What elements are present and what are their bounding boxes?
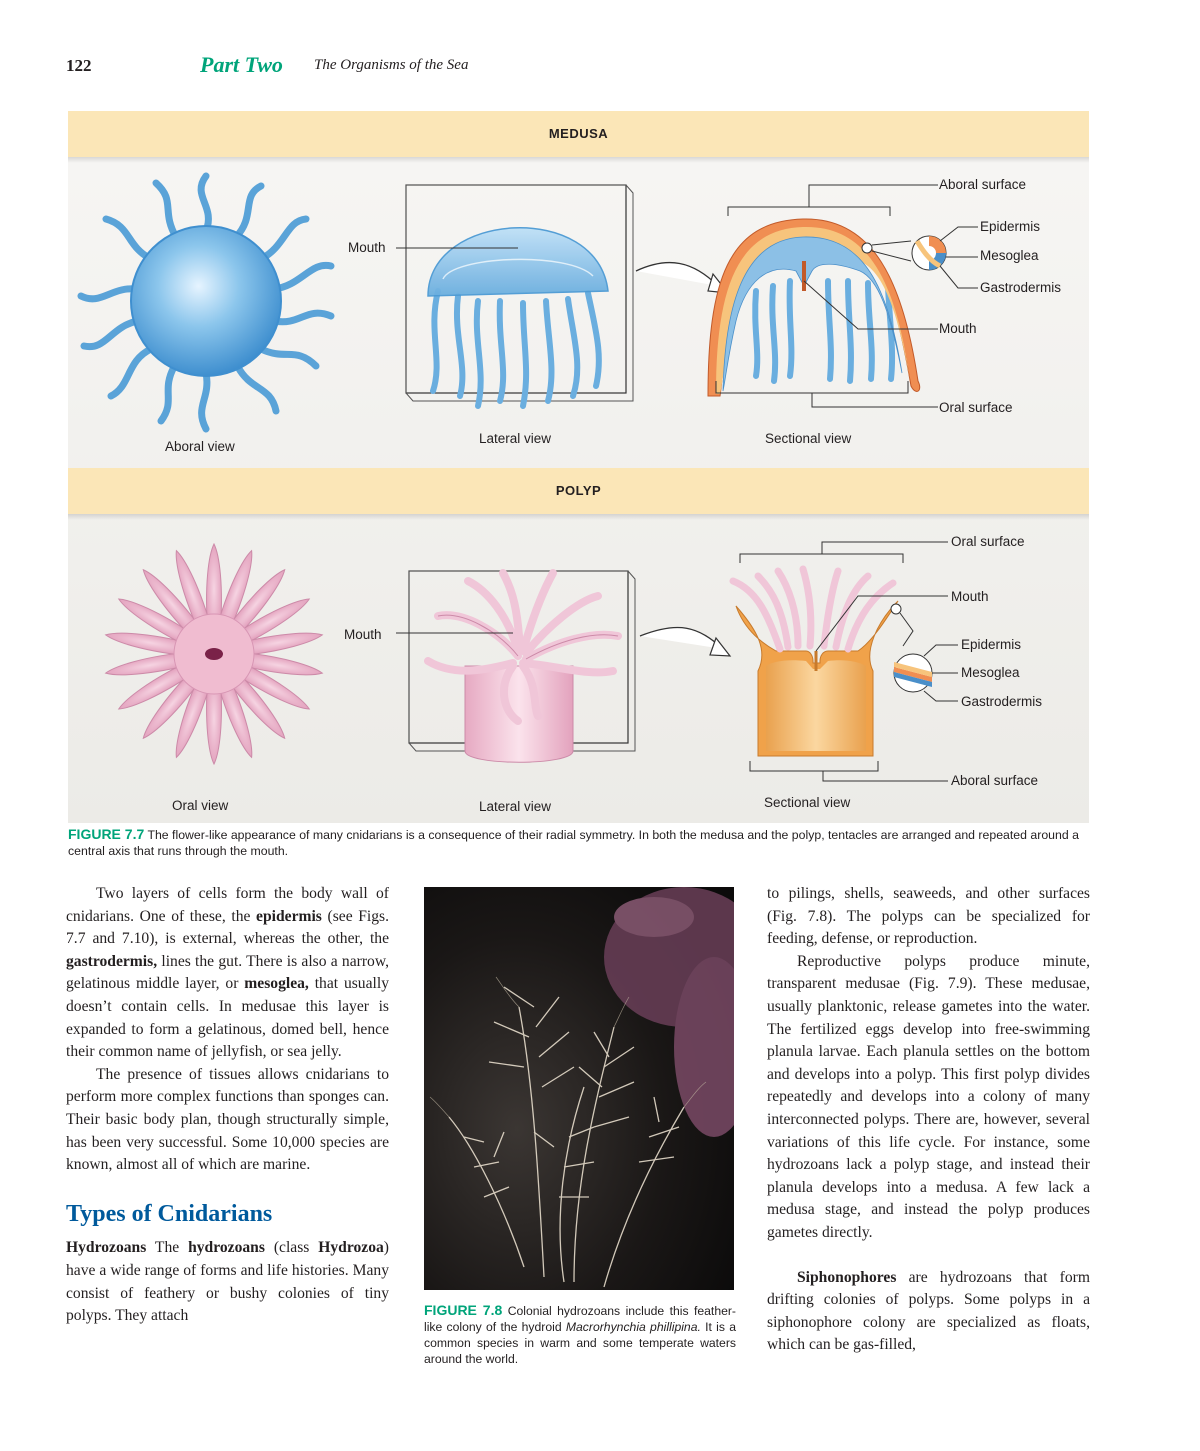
medusa-sectional-view-label: Sectional view: [765, 431, 852, 446]
figure-7-8-tag: FIGURE 7.8: [424, 1302, 503, 1318]
figure-7-7-caption-text: The flower-like appearance of many cnidarians is a consequence of their radial symmetry. In both the medusa and the polyp, tentacles are arranged and repeated around a central axis that runs through the mouth.: [68, 828, 1079, 858]
paragraph: The presence of tissues allows cnidarians to perform more complex functions than sponges can. Their basic body plan, though structurally simple, has been very successful. Some 10,000 species are known, almost all of which are marine.: [66, 1065, 389, 1174]
polyp-mouth-oral-label: Mouth: [344, 627, 382, 642]
medusa-lateral-view-label: Lateral view: [479, 431, 552, 446]
polyp-mouth-section-label: Mouth: [951, 589, 989, 604]
polyp-arrow: [640, 627, 723, 649]
polyp-gastrodermis-label: Gastrodermis: [961, 694, 1043, 709]
figure-illustration: [68, 111, 1089, 823]
medusa-aboral-view-illustration: [81, 176, 331, 429]
running-header: [66, 52, 1096, 82]
polyp-aboral-surface-label: Aboral surface: [951, 773, 1039, 788]
polyp-oral-surface-label: Oral surface: [951, 534, 1025, 549]
medusa-lateral-view-illustration: [406, 185, 633, 406]
medusa-layer-inset: [912, 236, 946, 270]
paragraph: Two layers of cells form the body wall of cnidarians. One of these, the epidermis (see Figs. 7.7 and 7.10), is external, whereas the other, the gastrodermis, lines the gut. There is also a narrow, gelatinous middle layer, or mesoglea, that usually doesn’t contain cells. In medusae this layer is expanded to form a gelatinous, domed bell, hence their common name of jellyfish, or sea jelly.: [66, 885, 390, 1061]
paragraph: to pilings, shells, seaweeds, and other surfaces (Fig. 7.8). The polyps can be specialized for feeding, defense, or reproduction.: [767, 885, 1090, 948]
polyp-band: POLYP: [68, 468, 1089, 514]
medusa-arrow: [636, 263, 718, 286]
polyp-mesoglea-label: Mesoglea: [961, 665, 1020, 680]
polyp-lateral-view-label: Lateral view: [479, 799, 552, 814]
paragraph: Reproductive polyps produce minute, transparent medusae (Fig. 7.9). These medusae, usually planktonic, release gametes into the water. The fertilized eggs develop into free-swimming planula larvae. Each planula settles on the bottom and develops into a polyp. This first polyp divides repeatedly and develops into a colony of many interconnected polyps. There are, however, several variations of this life cycle. For instance, some hydrozoans lack a polyp stage, and instead their planula develops into a medusa. A few lack a medusa stage, and instead the polyp produces gametes directly.: [767, 952, 1090, 1241]
body-column-1: [66, 883, 389, 1328]
part-title: The Organisms of the Sea: [314, 57, 469, 73]
figure-7-7-caption: [68, 826, 1092, 859]
figure-7-8-photo: [424, 887, 734, 1290]
polyp-epidermis-label: Epidermis: [961, 637, 1022, 652]
species-name: Macrorhynchia phillipina.: [565, 1320, 701, 1334]
page-number: 122: [66, 56, 92, 75]
medusa-mouth-section-label: Mouth: [939, 321, 977, 336]
section-heading: Types of Cnidarians: [66, 1200, 273, 1227]
medusa-mouth-lateral-label: Mouth: [348, 240, 386, 255]
medusa-epidermis-label: Epidermis: [980, 219, 1041, 234]
figure-7-8-caption: FIGURE 7.8 Colonial hydrozoans include this feather-like colony of the hydroid Macrorhynchia phillipina. It is a common species in warm and some temperate waters around the world.: [424, 1302, 736, 1366]
body-column-3: [767, 883, 1090, 1357]
polyp-sectional-view-illustration: [733, 542, 958, 781]
medusa-gastrodermis-label: Gastrodermis: [980, 280, 1062, 295]
polyp-sectional-view-label: Sectional view: [764, 795, 851, 810]
polyp-oral-view-label: Oral view: [172, 798, 229, 813]
medusa-aboral-view-label: Aboral view: [165, 439, 235, 454]
paragraph: Siphonophores are hydrozoans that form drifting colonies of polyps. Some polyps in a siphonophore colony are specialized as floats, which can be gas-filled,: [767, 1268, 1090, 1354]
polyp-oral-view-illustration: [104, 544, 323, 764]
polyp-layer-inset: [894, 654, 932, 692]
figure-7-7: [68, 111, 1089, 823]
medusa-mesoglea-label: Mesoglea: [980, 248, 1039, 263]
medusa-aboral-surface-label: Aboral surface: [939, 177, 1027, 192]
medusa-band: MEDUSA: [68, 111, 1089, 157]
polyp-lateral-view-illustration: [396, 571, 635, 762]
medusa-oral-surface-label: Oral surface: [939, 400, 1013, 415]
part-label: Part Two: [200, 52, 283, 77]
figure-7-7-tag: FIGURE 7.7: [68, 826, 145, 842]
paragraph: Hydrozoans The hydrozoans (class Hydrozoa) have a wide range of forms and life histories. Many consist of feathery or bushy colonies of tiny polyps. They attach: [66, 1239, 389, 1325]
